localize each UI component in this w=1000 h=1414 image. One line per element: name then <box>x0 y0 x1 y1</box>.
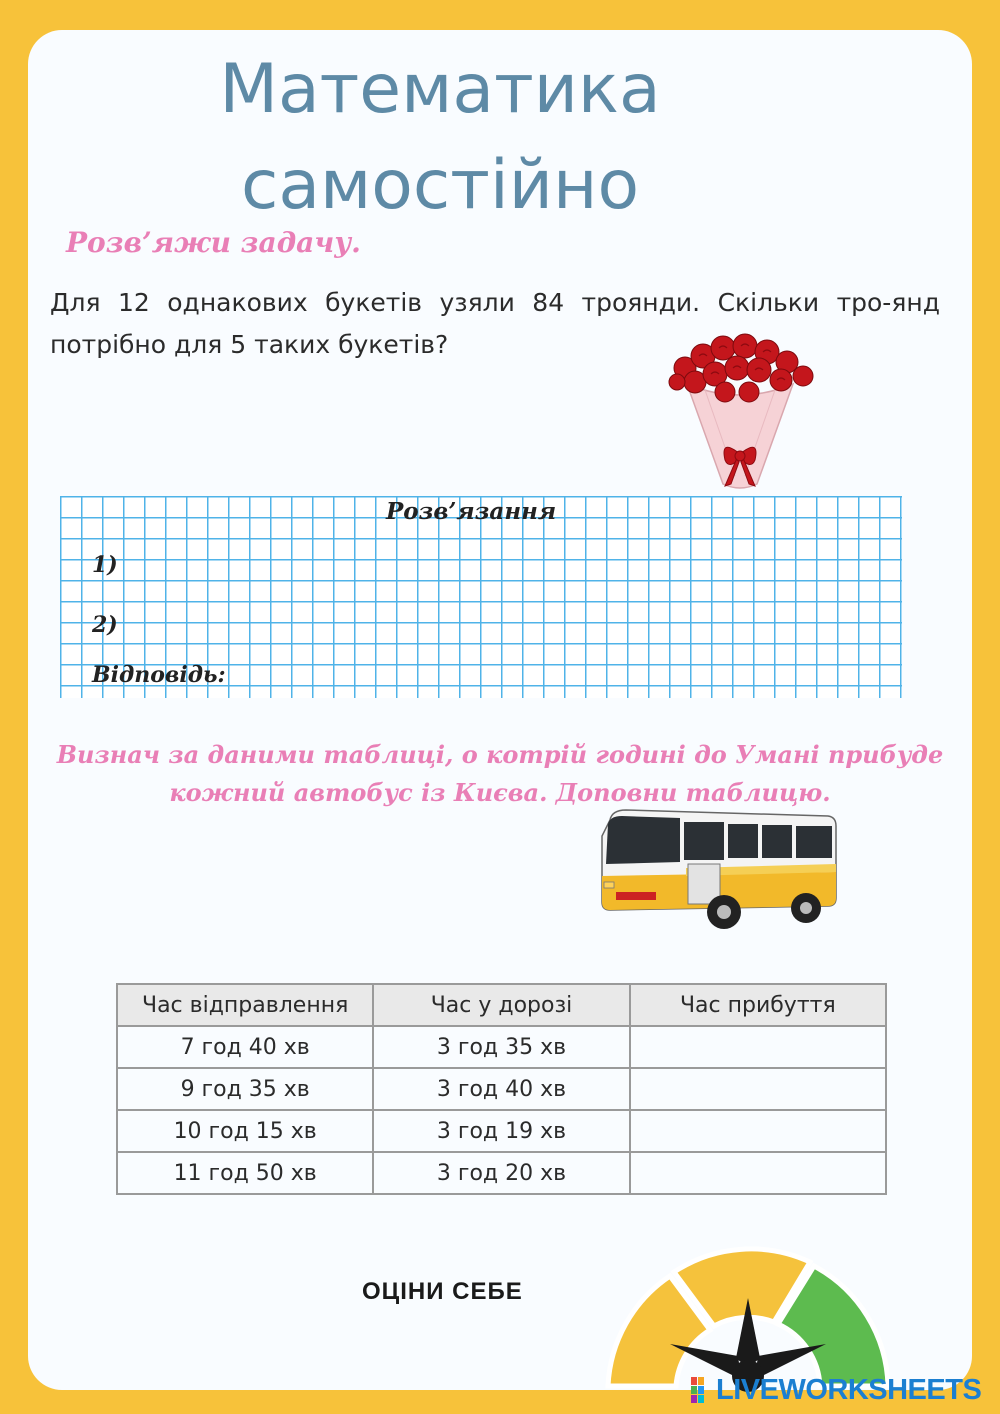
bus-times-table <box>116 983 887 1195</box>
arrival-input-cell[interactable] <box>630 1068 886 1110</box>
column-header: Час у дорозі <box>373 984 629 1026</box>
solution-step-2: 2) <box>92 612 118 638</box>
departure-cell: 10 год 15 хв <box>117 1110 373 1152</box>
solution-heading: Розв’язання <box>386 498 557 525</box>
self-assessment-label: ОЦІНИ СЕБЕ <box>362 1278 523 1305</box>
travel-time-cell: 3 год 40 хв <box>373 1068 629 1110</box>
travel-time-cell: 3 год 19 хв <box>373 1110 629 1152</box>
title-line-1: Математика <box>219 50 661 129</box>
travel-time-cell: 3 год 35 хв <box>373 1026 629 1068</box>
travel-time-cell: 3 год 20 хв <box>373 1152 629 1194</box>
title-line-2: самостійно <box>240 146 640 225</box>
task1-heading: Розв’яжи задачу. <box>66 226 361 259</box>
column-header: Час прибуття <box>630 984 886 1026</box>
table-row <box>117 1068 886 1110</box>
task2-heading <box>32 736 968 812</box>
solution-step-1: 1) <box>92 552 118 578</box>
table-row <box>117 1152 886 1194</box>
answer-label: Відповідь: <box>92 662 226 688</box>
problem-text: Для 12 однакових букетів узяли 84 троянди. Скільки тро-янд потрібно для 5 таких букетів? <box>50 288 940 359</box>
table-header-row <box>117 984 886 1026</box>
table-row <box>117 1026 886 1068</box>
arrival-input-cell[interactable] <box>630 1110 886 1152</box>
column-header: Час відправлення <box>117 984 373 1026</box>
watermark-text: LIVEWORKSHEETS <box>716 1373 982 1406</box>
task2-heading-line-1: Визнач за даними таблиці, о котрій годині до Умані прибуде <box>56 740 944 769</box>
departure-cell: 11 год 50 хв <box>117 1152 373 1194</box>
page-title <box>180 42 700 234</box>
arrival-input-cell[interactable] <box>630 1026 886 1068</box>
arrival-input-cell[interactable] <box>630 1152 886 1194</box>
table-row <box>117 1110 886 1152</box>
departure-cell: 9 год 35 хв <box>117 1068 373 1110</box>
liveworksheets-logo-icon <box>690 1375 712 1405</box>
bus-image <box>596 806 838 938</box>
watermark <box>690 1372 981 1408</box>
task2-heading-line-2: кожний автобус із Києва. Доповни таблицю. <box>169 778 831 807</box>
departure-cell: 7 год 40 хв <box>117 1026 373 1068</box>
bouquet-image <box>665 326 815 496</box>
